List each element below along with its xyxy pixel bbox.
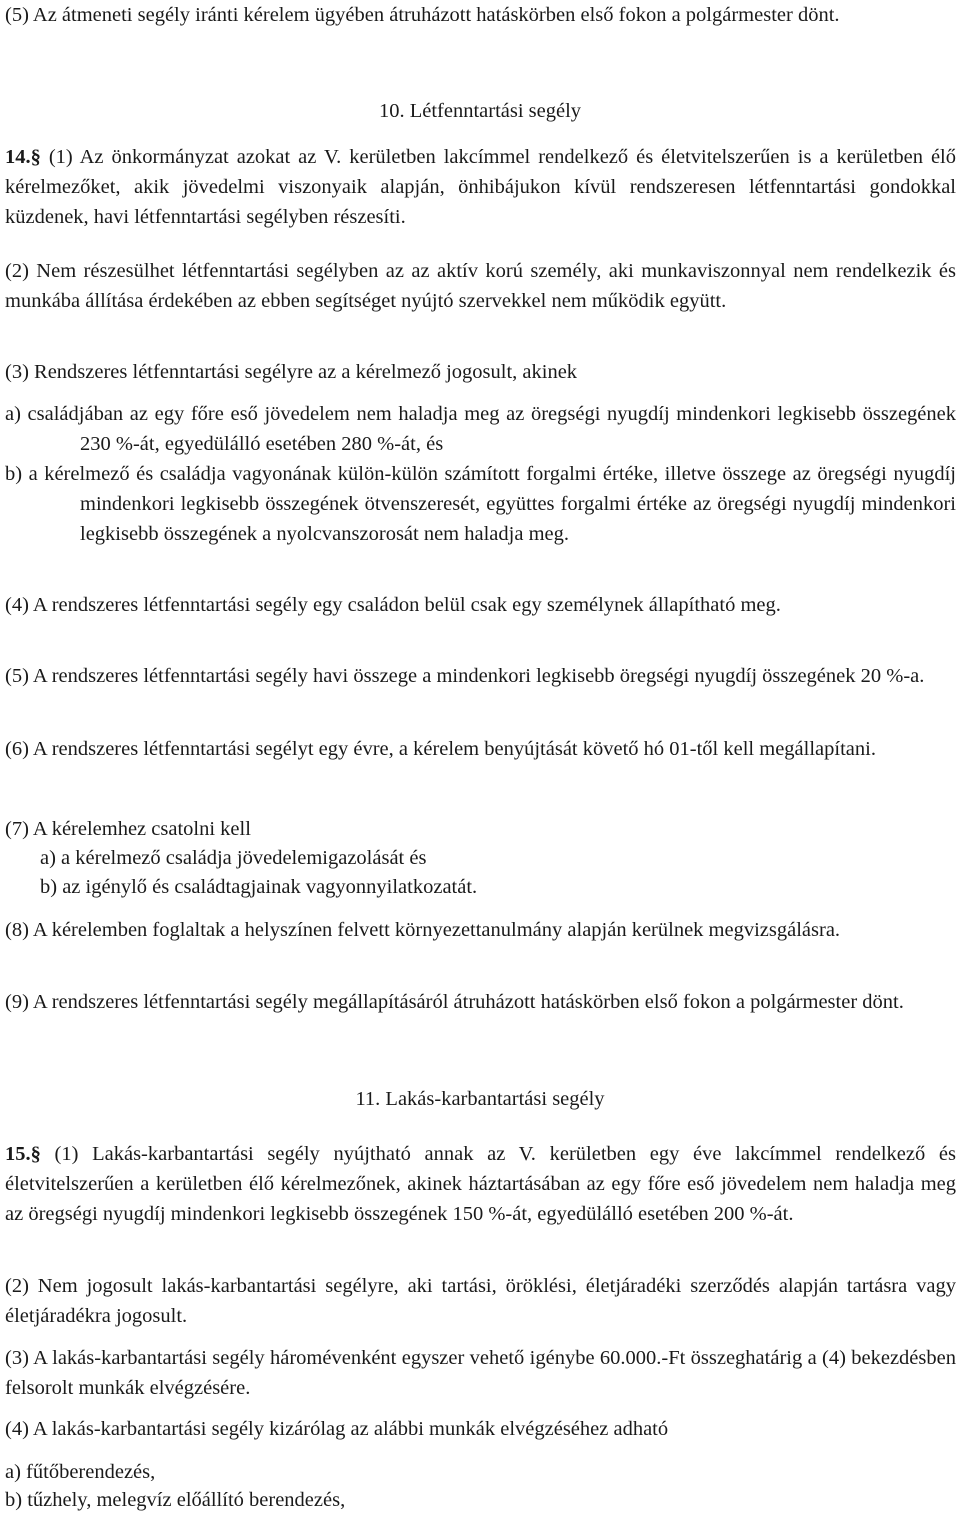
section-14-paragraph-3-item-a: a) családjában az egy főre eső jövedelem nem haladja meg az öregségi nyugdíj mindenkori legkisebb összegének 230 %-át, egyedülálló esetében 280 %-át, és [5, 403, 956, 455]
section-14-paragraph-8: (8) A kérelemben foglaltak a helyszínen felvett környezettanulmány alapján kerülnek megvizsgálásra. [5, 919, 841, 941]
section-14-paragraph-7: (7) A kérelemhez csatolni kell [5, 818, 251, 840]
section-15-paragraph-1-text: (1) Lakás-karbantartási segély nyújtható annak az V. kerületben egy éve lakcímmel rendelkező és életvitelszerűen a kerületben élő kérelmezőnek, akinek háztartásában az egy főre eső jövedelem nem haladja meg az öregségi nyugdíj mindenkori legkisebb összegének 150 %-át, egyedülálló esetében 200 %-át. [5, 1143, 956, 1225]
section-sign-icon: § [30, 1143, 41, 1165]
section-15-paragraph-2: (2) Nem jogosult lakás-karbantartási segélyre, aki tartási, öröklési, életjáradéki szerződés alapján tartásra vagy életjáradékra jogosult. [5, 1275, 956, 1327]
section-14-paragraph-5: (5) A rendszeres létfenntartási segély havi összege a mindenkori legkisebb öregségi nyugdíj összegének 20 %-a. [5, 665, 925, 687]
paragraph-5-previous: (5) Az átmeneti segély iránti kérelem ügyében átruházott hatáskörben első fokon a polgármester dönt. [5, 4, 840, 26]
section-14-number: 14. [5, 146, 31, 168]
section-14-paragraph-1-text: (1) Az önkormányzat azokat az V. kerületben lakcímmel rendelkező és életvitelszerűen is a kerületben élő kérelmezőket, akik jövedelmi viszonyaik alapján, önhibájukon kívül rendszeresen létfenntartási gondokkal küzdenek, havi létfenntartási segélyben részesíti. [5, 146, 957, 228]
section-15-paragraph-4: (4) A lakás-karbantartási segély kizárólag az alábbi munkák elvégzéséhez adható [5, 1418, 669, 1440]
section-14-paragraph-1 [5, 142, 956, 232]
section-heading-11: 11. Lakás-karbantartási segély [355, 1088, 605, 1110]
section-14-paragraph-9: (9) A rendszeres létfenntartási segély megállapításáról átruházott hatáskörben első fokon a polgármester dönt. [5, 991, 904, 1013]
section-14-paragraph-2: (2) Nem részesülhet létfenntartási segélyben az az aktív korú személy, aki munkaviszonnyal nem rendelkezik és munkába állítása érdekében az ebben segítséget nyújtó szervekkel nem működik együtt. [5, 260, 956, 312]
section-14-paragraph-7-item-a: a) a kérelmező családja jövedelemigazolását és [40, 847, 427, 869]
section-14-paragraph-6: (6) A rendszeres létfenntartási segélyt egy évre, a kérelem benyújtását követő hó 01-től kell megállapítani. [5, 738, 876, 760]
section-14-paragraph-7-item-b: b) az igénylő és családtagjainak vagyonnyilatkozatát. [40, 876, 478, 898]
section-15-paragraph-1 [5, 1139, 956, 1229]
section-15-paragraph-4-item-b: b) tűzhely, melegvíz előállító berendezés, [5, 1489, 346, 1511]
section-15-paragraph-3: (3) A lakás-karbantartási segély háromévenként egyszer vehető igénybe 60.000.-Ft összeghatárig a (4) bekezdésben felsorolt munkák elvégzésére. [5, 1347, 956, 1399]
section-14-paragraph-3: (3) Rendszeres létfenntartási segélyre az a kérelmező jogosult, akinek [5, 361, 578, 383]
section-14-paragraph-3-item-b: b) a kérelmező és családja vagyonának külön-külön számított forgalmi értéke, illetve összege az öregségi nyugdíj mindenkori legkisebb összegének ötvenszeresét, együttes forgalmi értéke az öregségi nyugdíj mindenkori legkisebb összegének a nyolcvanszorosát nem haladja meg. [5, 463, 956, 545]
section-heading-10: 10. Létfenntartási segély [378, 100, 582, 122]
section-14-paragraph-4: (4) A rendszeres létfenntartási segély egy családon belül csak egy személynek állapítható meg. [5, 594, 781, 616]
section-sign-icon: § [30, 146, 41, 168]
section-15-number: 15. [5, 1143, 31, 1165]
section-15-paragraph-4-item-a: a) fűtőberendezés, [5, 1461, 156, 1483]
